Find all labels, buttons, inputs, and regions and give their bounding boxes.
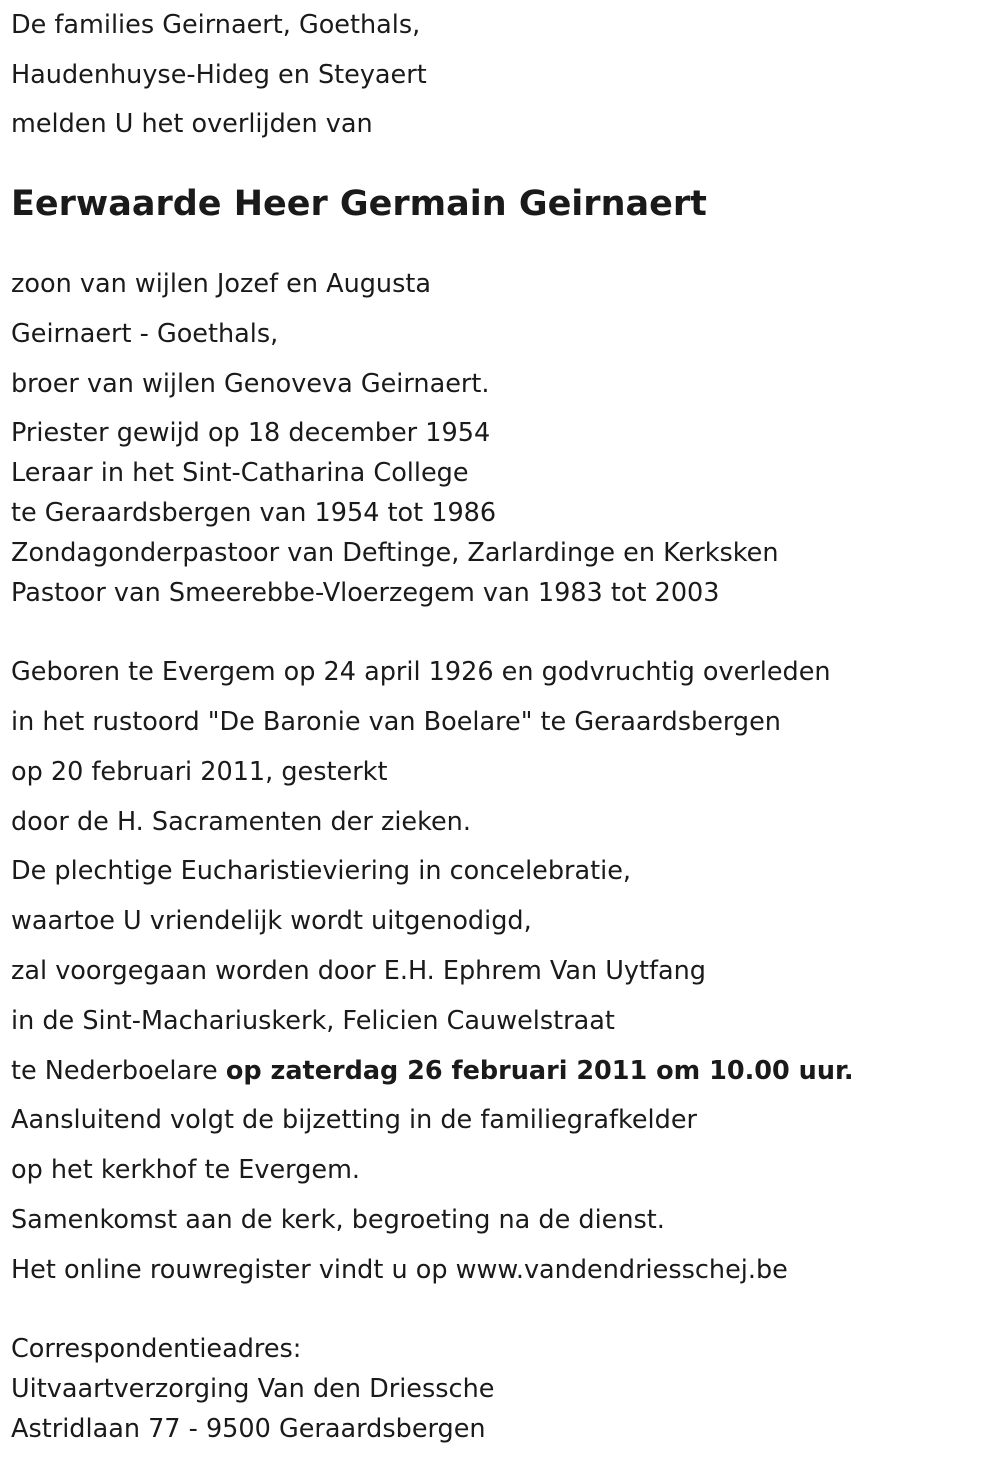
- details-line-birth-death: Geboren te Evergem op 24 april 1926 en godvruchtig overleden: [11, 657, 831, 688]
- service-place-prefix: te Nederboelare: [11, 1055, 226, 1086]
- details-line-burial: Aansluitend volgt de bijzetting in de familiegrafkelder: [11, 1105, 697, 1136]
- details-line-church: in de Sint-Machariuskerk, Felicien Cauwelstraat: [11, 1005, 615, 1036]
- service-datetime: op zaterdag 26 februari 2011 om 10.00 uur.: [225, 1055, 854, 1086]
- details-line-invitation: waartoe U vriendelijk wordt uitgenodigd,: [11, 906, 532, 937]
- contact-label: Correspondentieadres:: [11, 1334, 302, 1365]
- contact-company: Uitvaartverzorging Van den Driessche: [11, 1373, 495, 1404]
- details-line-date-of-death: op 20 februari 2011, gesterkt: [11, 756, 388, 787]
- career-block: [11, 418, 1000, 607]
- contact-block: [11, 1334, 1000, 1444]
- intro-line-announcement: melden U het overlijden van: [11, 109, 373, 140]
- details-line-celebrant: zal voorgegaan worden door E.H. Ephrem Van Uytfang: [11, 955, 706, 986]
- details-line-online-register: Het online rouwregister vindt u op www.vandendriesschej.be: [11, 1254, 788, 1285]
- career-line-sunday-curate: Zondagonderpastoor van Deftinge, Zarlardinge en Kerksken: [11, 537, 779, 568]
- career-line-teacher-period: te Geraardsbergen van 1954 tot 1986: [11, 498, 497, 529]
- intro-line-families-continued: Haudenhuyse-Hideg en Steyaert: [11, 59, 427, 90]
- details-line-cemetery: op het kerkhof te Evergem.: [11, 1155, 361, 1186]
- intro-line-families: De families Geirnaert, Goethals,: [11, 10, 421, 40]
- family-line-parents: Geirnaert - Goethals,: [11, 319, 279, 350]
- details-line-gathering: Samenkomst aan de kerk, begroeting na de dienst.: [11, 1204, 665, 1235]
- intro-block: [11, 0, 1000, 139]
- career-line-ordination: Priester gewijd op 18 december 1954: [11, 418, 491, 449]
- deceased-name-title: Eerwaarde Heer Germain Geirnaert: [11, 184, 707, 225]
- career-line-pastor: Pastoor van Smeerebbe-Vloerzegem van 1983 tot 2003: [11, 577, 720, 608]
- contact-address: Astridlaan 77 - 9500 Geraardsbergen: [11, 1413, 486, 1444]
- details-block: [11, 657, 1000, 1285]
- details-line-service: [11, 1056, 1000, 1086]
- family-line-brother-of: broer van wijlen Genoveva Geirnaert.: [11, 368, 490, 399]
- details-line-rest-home: in het rustoord "De Baronie van Boelare" te Geraardsbergen: [11, 706, 781, 737]
- family-block: [11, 269, 1000, 398]
- family-line-son-of: zoon van wijlen Jozef en Augusta: [11, 269, 432, 300]
- details-line-sacraments: door de H. Sacramenten der zieken.: [11, 806, 471, 837]
- career-line-teacher: Leraar in het Sint-Catharina College: [11, 458, 469, 489]
- details-line-mass: De plechtige Eucharistieviering in concelebratie,: [11, 856, 632, 887]
